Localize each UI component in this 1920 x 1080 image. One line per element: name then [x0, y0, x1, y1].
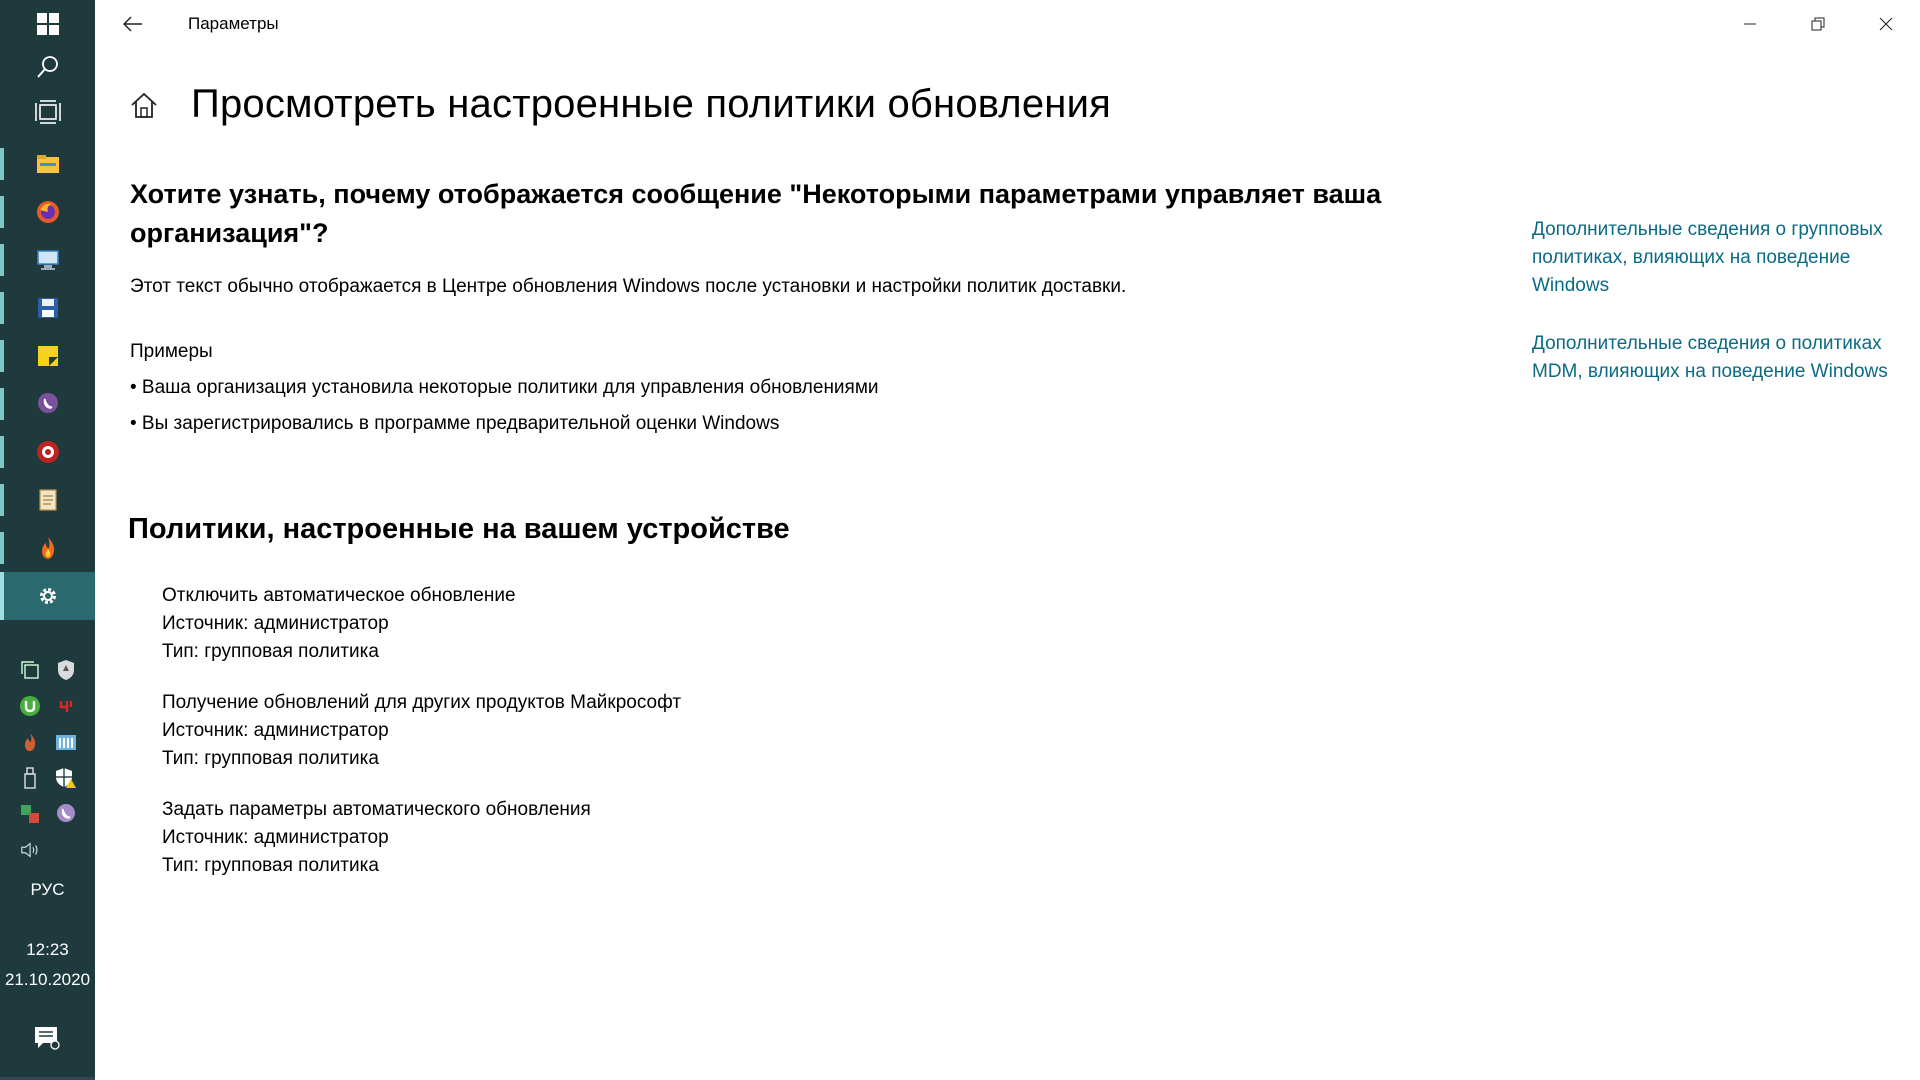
- action-center-button[interactable]: [33, 1025, 61, 1056]
- policy-type: Тип: групповая политика: [162, 748, 379, 769]
- policy-type: Тип: групповая политика: [162, 855, 379, 876]
- policy-source: Источник: администратор: [162, 827, 389, 848]
- page-title: Просмотреть настроенные политики обновления: [191, 82, 1111, 126]
- running-indicator: [0, 148, 4, 180]
- example-item: • Вы зарегистрировались в программе предварительной оценки Windows: [130, 413, 780, 434]
- running-indicator: [0, 292, 4, 324]
- policy-source: Источник: администратор: [162, 613, 389, 634]
- policy-name: Получение обновлений для других продуктов Майкрософт: [162, 692, 682, 713]
- shield-icon[interactable]: [55, 659, 77, 681]
- taskbar-app-notepad[interactable]: [0, 476, 95, 524]
- bars-app-icon[interactable]: [55, 731, 77, 753]
- page-header: [127, 82, 1111, 127]
- policy-type: Тип: групповая политика: [162, 641, 379, 662]
- input-language-indicator[interactable]: РУС: [30, 880, 65, 899]
- restore-button[interactable]: [1784, 0, 1852, 48]
- close-button[interactable]: [1852, 0, 1920, 48]
- back-arrow-icon: [123, 16, 143, 32]
- media-player-icon: [36, 440, 60, 464]
- restore-icon: [1811, 17, 1825, 31]
- question-heading: Хотите узнать, почему отображается сообщение "Некоторыми параметрами управляет ваша организация"?: [130, 179, 1382, 248]
- back-button[interactable]: [115, 6, 151, 42]
- minimize-icon: [1743, 17, 1757, 31]
- window-title: Параметры: [188, 14, 279, 33]
- running-indicator: [0, 484, 4, 516]
- minimize-button[interactable]: [1716, 0, 1784, 48]
- taskbar: [0, 0, 95, 1080]
- save-disk-icon: [37, 297, 59, 319]
- taskbar-app-sticky-notes[interactable]: [0, 332, 95, 380]
- policy-name: Задать параметры автоматического обновления: [162, 799, 591, 820]
- running-indicator: [0, 244, 4, 276]
- main-content: [130, 175, 1530, 435]
- settings-window: [95, 0, 1920, 1080]
- viber-tray-icon[interactable]: [55, 803, 77, 825]
- settings-gear-icon: [37, 585, 59, 607]
- home-icon: [130, 91, 158, 119]
- policy-source: Источник: администратор: [162, 720, 389, 741]
- policies-section-title: Политики, настроенные на вашем устройстве: [128, 513, 790, 545]
- volume-icon[interactable]: [20, 839, 42, 861]
- system-tray: [0, 652, 95, 868]
- network-app-icon[interactable]: [19, 803, 41, 825]
- policy-item: [162, 582, 681, 666]
- flame-app-icon: [37, 536, 59, 560]
- taskbar-app-remote-desktop[interactable]: [0, 236, 95, 284]
- description-text: Этот текст обычно отображается в Центре обновления Windows после установки и настройки политик доставки.: [130, 276, 1127, 297]
- task-view-icon: [35, 100, 61, 124]
- viber-icon: [36, 392, 60, 416]
- taskbar-app-media[interactable]: [0, 428, 95, 476]
- taskbar-app-file-explorer[interactable]: [0, 140, 95, 188]
- policies-list: [162, 582, 681, 903]
- taskbar-app-firefox[interactable]: [0, 188, 95, 236]
- close-icon: [1879, 17, 1893, 31]
- example-item: • Ваша организация установила некоторые политики для управления обновлениями: [130, 377, 879, 398]
- utorrent-icon[interactable]: [19, 695, 41, 717]
- clock-date[interactable]: 21.10.2020: [4, 970, 91, 989]
- title-bar: [95, 0, 1920, 48]
- mdm-policy-info-link[interactable]: Дополнительные сведения о политиках MDM, влияющих на поведение Windows: [1532, 333, 1888, 382]
- remote-desktop-icon: [36, 248, 60, 272]
- usb-drive-icon[interactable]: [19, 767, 41, 789]
- taskbar-app-settings[interactable]: [0, 572, 95, 620]
- policy-name: Отключить автоматическое обновление: [162, 585, 516, 606]
- taskbar-app-viber[interactable]: [0, 380, 95, 428]
- search-icon: [36, 55, 60, 79]
- related-links: [1532, 216, 1902, 416]
- firefox-icon: [36, 200, 60, 224]
- task-view-button[interactable]: [0, 88, 95, 136]
- windows-logo-icon: [36, 12, 60, 36]
- running-indicator: [0, 436, 4, 468]
- group-policy-info-link[interactable]: Дополнительные сведения о групповых политиках, влияющих на поведение Windows: [1532, 219, 1883, 296]
- start-button[interactable]: [0, 0, 95, 48]
- red-app-icon[interactable]: [55, 695, 77, 717]
- examples-title: Примеры: [130, 341, 213, 362]
- sticky-notes-icon: [37, 345, 59, 367]
- taskbar-app-flame[interactable]: [0, 524, 95, 572]
- home-button[interactable]: [127, 88, 161, 122]
- active-indicator: [0, 572, 4, 620]
- notepad-icon: [37, 488, 59, 512]
- fire-icon[interactable]: [19, 731, 41, 753]
- running-indicator: [0, 196, 4, 228]
- clock-time[interactable]: 12:23: [26, 940, 69, 959]
- running-indicator: [0, 388, 4, 420]
- running-indicator: [0, 532, 4, 564]
- file-explorer-icon: [36, 153, 60, 175]
- notifications-icon: [33, 1025, 61, 1051]
- taskbar-app-save[interactable]: [0, 284, 95, 332]
- policy-item: [162, 689, 681, 773]
- running-indicator: [0, 340, 4, 372]
- security-warning-icon[interactable]: [55, 767, 77, 789]
- search-button[interactable]: [0, 43, 95, 91]
- copy-icon[interactable]: [19, 659, 41, 681]
- policy-item: [162, 796, 681, 880]
